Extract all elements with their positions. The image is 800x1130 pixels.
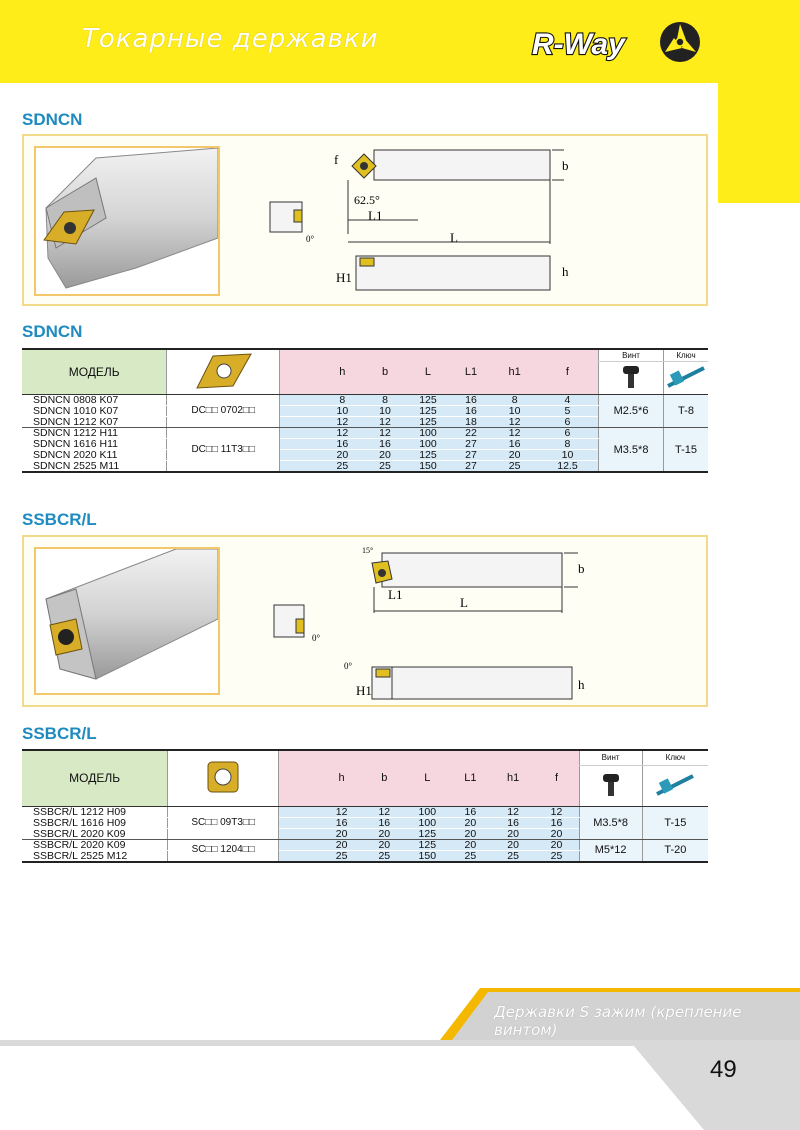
key-size: T-15 <box>664 428 709 473</box>
cell-f: 6 <box>537 417 599 428</box>
cell-h1: 12 <box>492 806 535 817</box>
header-h: h <box>321 349 364 395</box>
insert-code: SC□□ 09T3□□ <box>168 806 279 839</box>
cell-L: 125 <box>406 450 449 461</box>
insert-image-dc <box>167 349 279 395</box>
row-model: SDNCN 1212 H11 <box>22 428 167 439</box>
header-L1: L1 <box>449 750 492 806</box>
cell-b: 20 <box>364 450 407 461</box>
header-h: h <box>320 750 363 806</box>
footer-caption: Державки S зажим (крепление винтом) <box>494 1003 742 1039</box>
cell-h: 20 <box>320 839 363 850</box>
header-L: L <box>406 750 449 806</box>
cell-f: 20 <box>534 839 579 850</box>
cell-L1: 25 <box>449 850 492 862</box>
cell-L: 125 <box>406 406 449 417</box>
rway-logo-emblem <box>660 22 700 62</box>
cell-L: 125 <box>406 417 449 428</box>
screw-size: M3.5*8 <box>579 806 642 839</box>
dim-zero: 0° <box>306 234 315 244</box>
cell-b: 20 <box>363 828 406 839</box>
header-gap <box>279 349 321 395</box>
cell-L1: 27 <box>450 461 493 473</box>
cell-h1: 10 <box>492 406 537 417</box>
cell-f: 10 <box>537 450 599 461</box>
rway-logo-text: R-Way <box>532 28 625 61</box>
cell-b: 20 <box>363 839 406 850</box>
row-model: SSBCR/L 1616 H09 <box>22 817 168 828</box>
cell-L: 150 <box>406 461 449 473</box>
cell-L1: 18 <box>450 417 493 428</box>
insert-code: SC□□ 1204□□ <box>168 839 279 862</box>
header-L: L <box>406 349 449 395</box>
row-model: SSBCR/L 1212 H09 <box>22 806 168 817</box>
cell-h1: 20 <box>492 839 535 850</box>
cell-L1: 20 <box>449 817 492 828</box>
cell-f: 5 <box>537 406 599 417</box>
dim-zero-b: 0° <box>344 661 353 671</box>
cell-L1: 27 <box>450 450 493 461</box>
cell-h1: 25 <box>492 850 535 862</box>
cell-h: 20 <box>320 828 363 839</box>
section-table-title-ssbcr: SSBCR/L <box>22 724 97 743</box>
page-number: 49 <box>710 1056 737 1083</box>
cell-b: 12 <box>364 428 407 439</box>
header-side-band <box>718 83 800 203</box>
header-screw: Винт <box>579 750 642 766</box>
key-size: T-15 <box>642 806 708 839</box>
cell-h: 8 <box>321 395 364 406</box>
header-key: Ключ <box>664 349 709 362</box>
cell-h: 20 <box>321 450 364 461</box>
cell-f: 12 <box>534 806 579 817</box>
sdncn-tool-photo <box>34 146 220 296</box>
cell-f: 4 <box>537 395 599 406</box>
cell-L: 150 <box>406 850 449 862</box>
torx-key-icon <box>642 766 708 806</box>
torx-key-icon <box>664 362 709 395</box>
dim-b: b <box>578 561 585 576</box>
dim-zero-a: 0° <box>312 633 321 643</box>
header-f: f <box>537 349 599 395</box>
cell-L: 100 <box>406 806 449 817</box>
ssbcr-dimension-drawing <box>264 543 604 703</box>
header-h1: h1 <box>492 349 537 395</box>
cell-h: 16 <box>320 817 363 828</box>
cell-h1: 16 <box>492 817 535 828</box>
cell-L1: 16 <box>449 806 492 817</box>
section-table-title-sdncn: SDNCN <box>22 322 83 341</box>
cell-L1: 20 <box>449 839 492 850</box>
insert-image-sc <box>168 750 279 806</box>
cell-h: 25 <box>320 850 363 862</box>
header-f: f <box>534 750 579 806</box>
cell-h: 12 <box>320 806 363 817</box>
cell-h1: 12 <box>492 417 537 428</box>
insert-code: DC□□ 0702□□ <box>167 395 279 428</box>
insert-code: DC□□ 11T3□□ <box>167 428 279 473</box>
rway-logo <box>530 14 710 70</box>
row-model: SSBCR/L 2525 M12 <box>22 850 168 862</box>
cell-L: 125 <box>406 828 449 839</box>
cell-b: 12 <box>364 417 407 428</box>
cell-h1: 20 <box>492 828 535 839</box>
cell-L1: 27 <box>450 439 493 450</box>
key-size: T-8 <box>664 395 709 428</box>
header-b: b <box>363 750 406 806</box>
cell-h1: 16 <box>492 439 537 450</box>
ssbcr-spec-table <box>22 749 708 863</box>
cell-b: 10 <box>364 406 407 417</box>
dim-l: L <box>460 595 468 610</box>
cell-h: 25 <box>321 461 364 473</box>
cell-h: 12 <box>321 417 364 428</box>
cell-L1: 16 <box>450 406 493 417</box>
header-h1: h1 <box>492 750 535 806</box>
dim-l1: L1 <box>368 208 383 223</box>
row-model: SDNCN 0808 K07 <box>22 395 167 406</box>
dim-f: f <box>334 152 339 167</box>
ssbcr-tool-image <box>36 549 218 693</box>
page-header-title: Токарные державки <box>82 24 379 54</box>
row-model: SDNCN 1010 K07 <box>22 406 167 417</box>
sdncn-spec-table <box>22 348 708 473</box>
screw-size: M2.5*6 <box>599 395 664 428</box>
header-model: МОДЕЛЬ <box>22 349 167 395</box>
screw-icon <box>579 766 642 806</box>
header-key: Ключ <box>642 750 708 766</box>
screw-size: M5*12 <box>579 839 642 862</box>
cell-b: 25 <box>363 850 406 862</box>
dim-h1: H1 <box>356 683 372 698</box>
cell-h1: 25 <box>492 461 537 473</box>
sdncn-tool-image <box>36 148 218 294</box>
dim-h: h <box>578 677 585 692</box>
cell-h1: 12 <box>492 428 537 439</box>
cell-b: 8 <box>364 395 407 406</box>
cell-L1: 22 <box>450 428 493 439</box>
cell-L: 100 <box>406 428 449 439</box>
sdncn-dimension-drawing <box>264 146 594 296</box>
cell-b: 16 <box>363 817 406 828</box>
key-size: T-20 <box>642 839 708 862</box>
ssbcr-illustration-panel <box>22 535 708 707</box>
row-model: SDNCN 1616 H11 <box>22 439 167 450</box>
dim-h: h <box>562 264 569 279</box>
cell-h: 12 <box>321 428 364 439</box>
dim-b: b <box>562 158 569 173</box>
dim-angle: 15° <box>362 546 374 555</box>
header-gap <box>279 750 321 806</box>
row-model: SDNCN 2020 K11 <box>22 450 167 461</box>
row-model: SSBCR/L 2020 K09 <box>22 828 168 839</box>
cell-f: 16 <box>534 817 579 828</box>
screw-icon <box>599 362 664 395</box>
cell-b: 25 <box>364 461 407 473</box>
cell-L1: 20 <box>449 828 492 839</box>
section-title-ssbcr: SSBCR/L <box>22 510 97 529</box>
cell-h: 10 <box>321 406 364 417</box>
page-number-tab <box>600 1040 800 1130</box>
dim-h1: H1 <box>336 270 352 285</box>
ssbcr-tool-photo <box>34 547 220 695</box>
cell-h1: 20 <box>492 450 537 461</box>
section-title-sdncn: SDNCN <box>22 110 83 129</box>
cell-L: 100 <box>406 439 449 450</box>
header-screw: Винт <box>599 349 664 362</box>
cell-f: 6 <box>537 428 599 439</box>
screw-size: M3.5*8 <box>599 428 664 473</box>
header-b: b <box>364 349 407 395</box>
cell-b: 16 <box>364 439 407 450</box>
cell-L: 125 <box>406 395 449 406</box>
cell-f: 20 <box>534 828 579 839</box>
dim-l1: L1 <box>388 587 403 602</box>
dim-l: L <box>450 230 458 245</box>
cell-h1: 8 <box>492 395 537 406</box>
cell-L1: 16 <box>450 395 493 406</box>
cell-L: 125 <box>406 839 449 850</box>
header-L1: L1 <box>450 349 493 395</box>
cell-b: 12 <box>363 806 406 817</box>
cell-f: 25 <box>534 850 579 862</box>
dim-angle: 62.5° <box>354 193 380 207</box>
sdncn-illustration-panel <box>22 134 708 306</box>
row-model: SDNCN 2525 M11 <box>22 461 167 473</box>
row-model: SDNCN 1212 K07 <box>22 417 167 428</box>
row-model: SSBCR/L 2020 K09 <box>22 839 168 850</box>
header-model: МОДЕЛЬ <box>22 750 168 806</box>
cell-f: 8 <box>537 439 599 450</box>
cell-f: 12.5 <box>537 461 599 473</box>
cell-h: 16 <box>321 439 364 450</box>
cell-L: 100 <box>406 817 449 828</box>
